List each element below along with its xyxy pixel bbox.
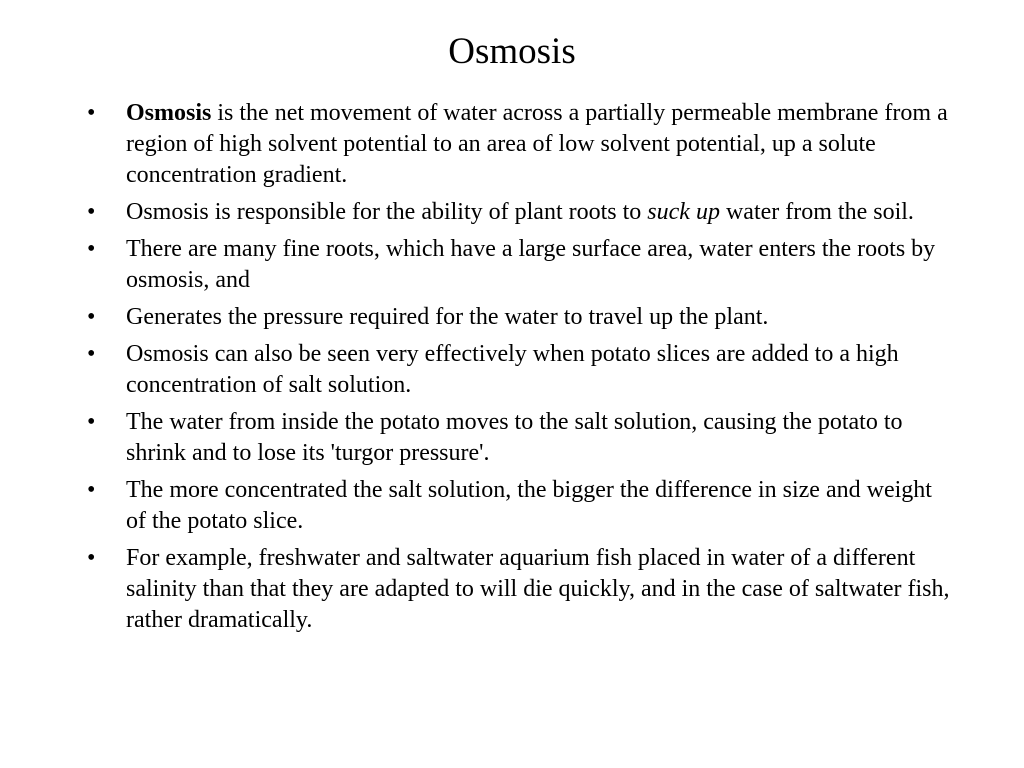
bullet-item-2 (84, 197, 954, 228)
bullet-marker: • (87, 409, 96, 435)
bullet-item-6 (84, 407, 954, 469)
bullet-marker: • (87, 545, 96, 571)
bullet-text: For example, freshwater and saltwater aquarium fish placed in water of a different salinity than that they are adapted to will die quickly, and in the case of saltwater fish, rather dramatically. (126, 545, 950, 633)
bullet-text: Generates the pressure required for the water to travel up the plant. (126, 304, 769, 330)
bullet-item-8 (84, 543, 954, 636)
slide-title: Osmosis (448, 31, 576, 72)
bullet-marker: • (87, 199, 96, 225)
bullet-item-3 (84, 234, 954, 296)
bullet-marker: • (87, 304, 96, 330)
bullet-item-1 (84, 98, 954, 191)
bullet-italic-term: suck up (647, 199, 720, 225)
bullet-item-7 (84, 475, 954, 537)
bullet-marker: • (87, 477, 96, 503)
bullet-text: There are many fine roots, which have a large surface area, water enters the roots by osmosis, and (126, 236, 936, 293)
bullet-bold-term: Osmosis (126, 100, 212, 126)
bullet-item-4 (84, 302, 954, 333)
bullet-marker: • (87, 100, 96, 126)
bullet-text: The more concentrated the salt solution, the bigger the difference in size and weight of the potato slice. (126, 477, 932, 534)
bullet-text: The water from inside the potato moves to the salt solution, causing the potato to shrink and to lose its 'turgor pressure'. (126, 409, 903, 466)
bullet-text-before: Osmosis is responsible for the ability of plant roots to (126, 199, 648, 225)
bullet-list (84, 98, 954, 642)
bullet-text (126, 199, 914, 225)
bullet-marker: • (87, 341, 96, 367)
bullet-text-body: is the net movement of water across a partially permeable membrane from a region of high solvent potential to an area of low solvent potential, up a solute concentration gradient. (126, 100, 948, 188)
bullet-item-5 (84, 339, 954, 401)
bullet-marker: • (87, 236, 96, 262)
bullet-text-after: water from the soil. (719, 199, 914, 225)
bullet-text (126, 100, 948, 188)
bullet-text: Osmosis can also be seen very effectively when potato slices are added to a high concentration of salt solution. (126, 341, 899, 398)
